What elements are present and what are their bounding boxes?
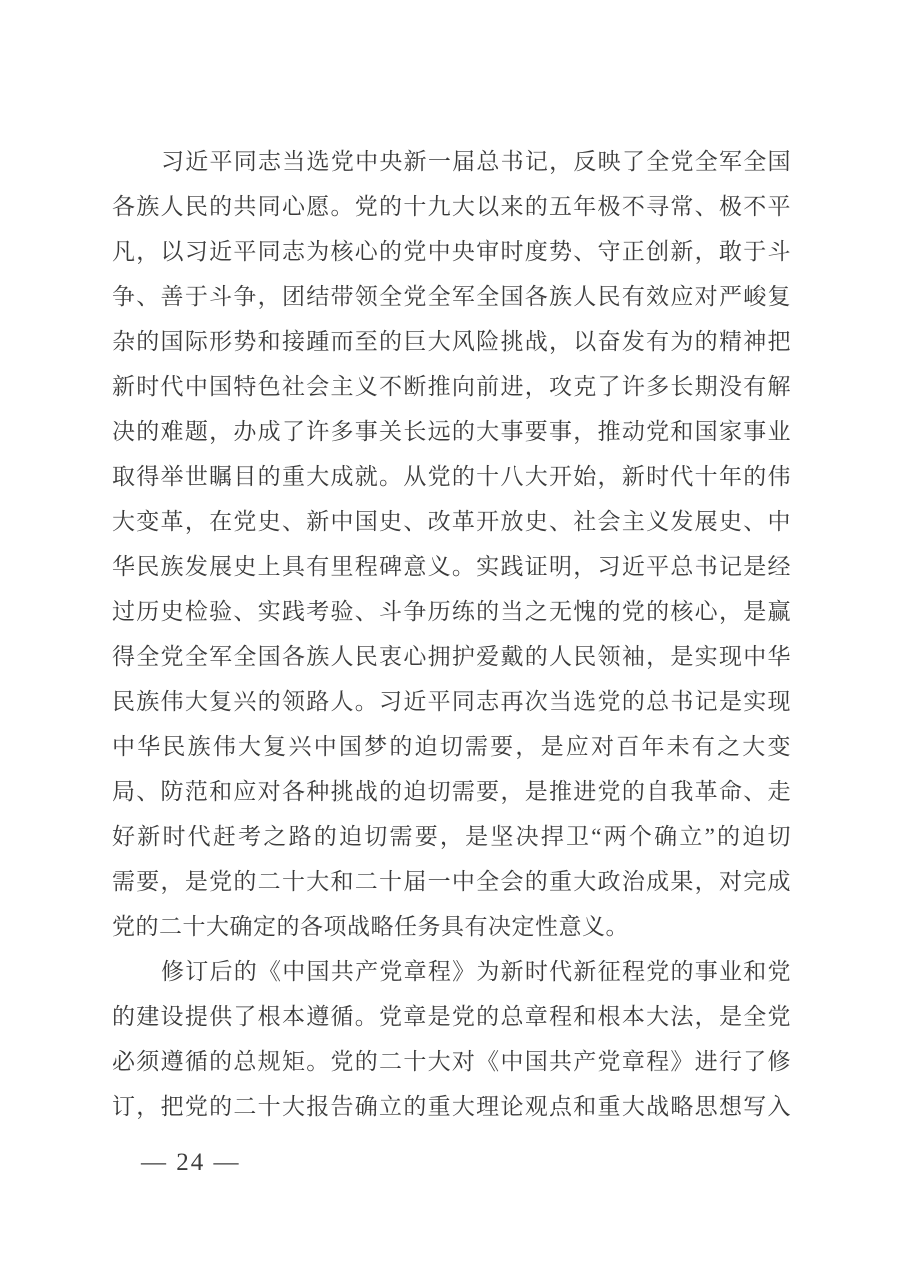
text-line: 取得举世瞩目的重大成就。从党的十八大开始，新时代十年的伟 <box>112 464 791 489</box>
text-line: 得全党全军全国各族人民衷心拥护爱戴的人民领袖，是实现中华 <box>112 644 791 669</box>
text-line: 凡，以习近平同志为核心的党中央审时度势、守正创新，敢于斗 <box>112 239 791 264</box>
text-line: 习近平同志当选党中央新一届总书记，反映了全党全军全国 <box>161 149 791 174</box>
text-line: 各族人民的共同心愿。党的十九大以来的五年极不寻常、极不平 <box>112 194 791 219</box>
text-line: 局、防范和应对各种挑战的迫切需要，是推进党的自我革命、走 <box>112 779 791 804</box>
text-line: 决的难题，办成了许多事关长远的大事要事，推动党和国家事业 <box>112 419 791 444</box>
text-line: 中华民族伟大复兴中国梦的迫切需要，是应对百年未有之大变 <box>112 734 791 759</box>
text-line: 过历史检验、实践考验、斗争历练的当之无愧的党的核心，是赢 <box>112 599 791 624</box>
text-line: 订，把党的二十大报告确立的重大理论观点和重大战略思想写入 <box>112 1094 791 1119</box>
text-line: 争、善于斗争，团结带领全党全军全国各族人民有效应对严峻复 <box>112 284 791 309</box>
text-line: 需要，是党的二十大和二十届一中全会的重大政治成果，对完成 <box>112 869 791 894</box>
text-line: 新时代中国特色社会主义不断推向前进，攻克了许多长期没有解 <box>112 374 791 399</box>
text-line: 必须遵循的总规矩。党的二十大对《中国共产党章程》进行了修 <box>112 1049 791 1074</box>
text-line: 修订后的《中国共产党章程》为新时代新征程党的事业和党 <box>161 959 791 984</box>
text-line: 民族伟大复兴的领路人。习近平同志再次当选党的总书记是实现 <box>112 689 791 714</box>
text-line: 党的二十大确定的各项战略任务具有决定性意义。 <box>112 914 629 939</box>
text-line: 华民族发展史上具有里程碑意义。实践证明，习近平总书记是经 <box>112 554 791 579</box>
page-number: — 24 — <box>141 1149 241 1176</box>
document-text <box>112 139 791 1129</box>
text-line: 好新时代赶考之路的迫切需要，是坚决捍卫“两个确立”的迫切 <box>112 824 791 849</box>
text-line: 杂的国际形势和接踵而至的巨大风险挑战，以奋发有为的精神把 <box>112 329 791 354</box>
paragraph-1 <box>112 139 791 949</box>
text-line: 大变革，在党史、新中国史、改革开放史、社会主义发展史、中 <box>112 509 791 534</box>
text-line: 的建设提供了根本遵循。党章是党的总章程和根本大法，是全党 <box>112 1004 791 1029</box>
paragraph-2 <box>112 949 791 1129</box>
